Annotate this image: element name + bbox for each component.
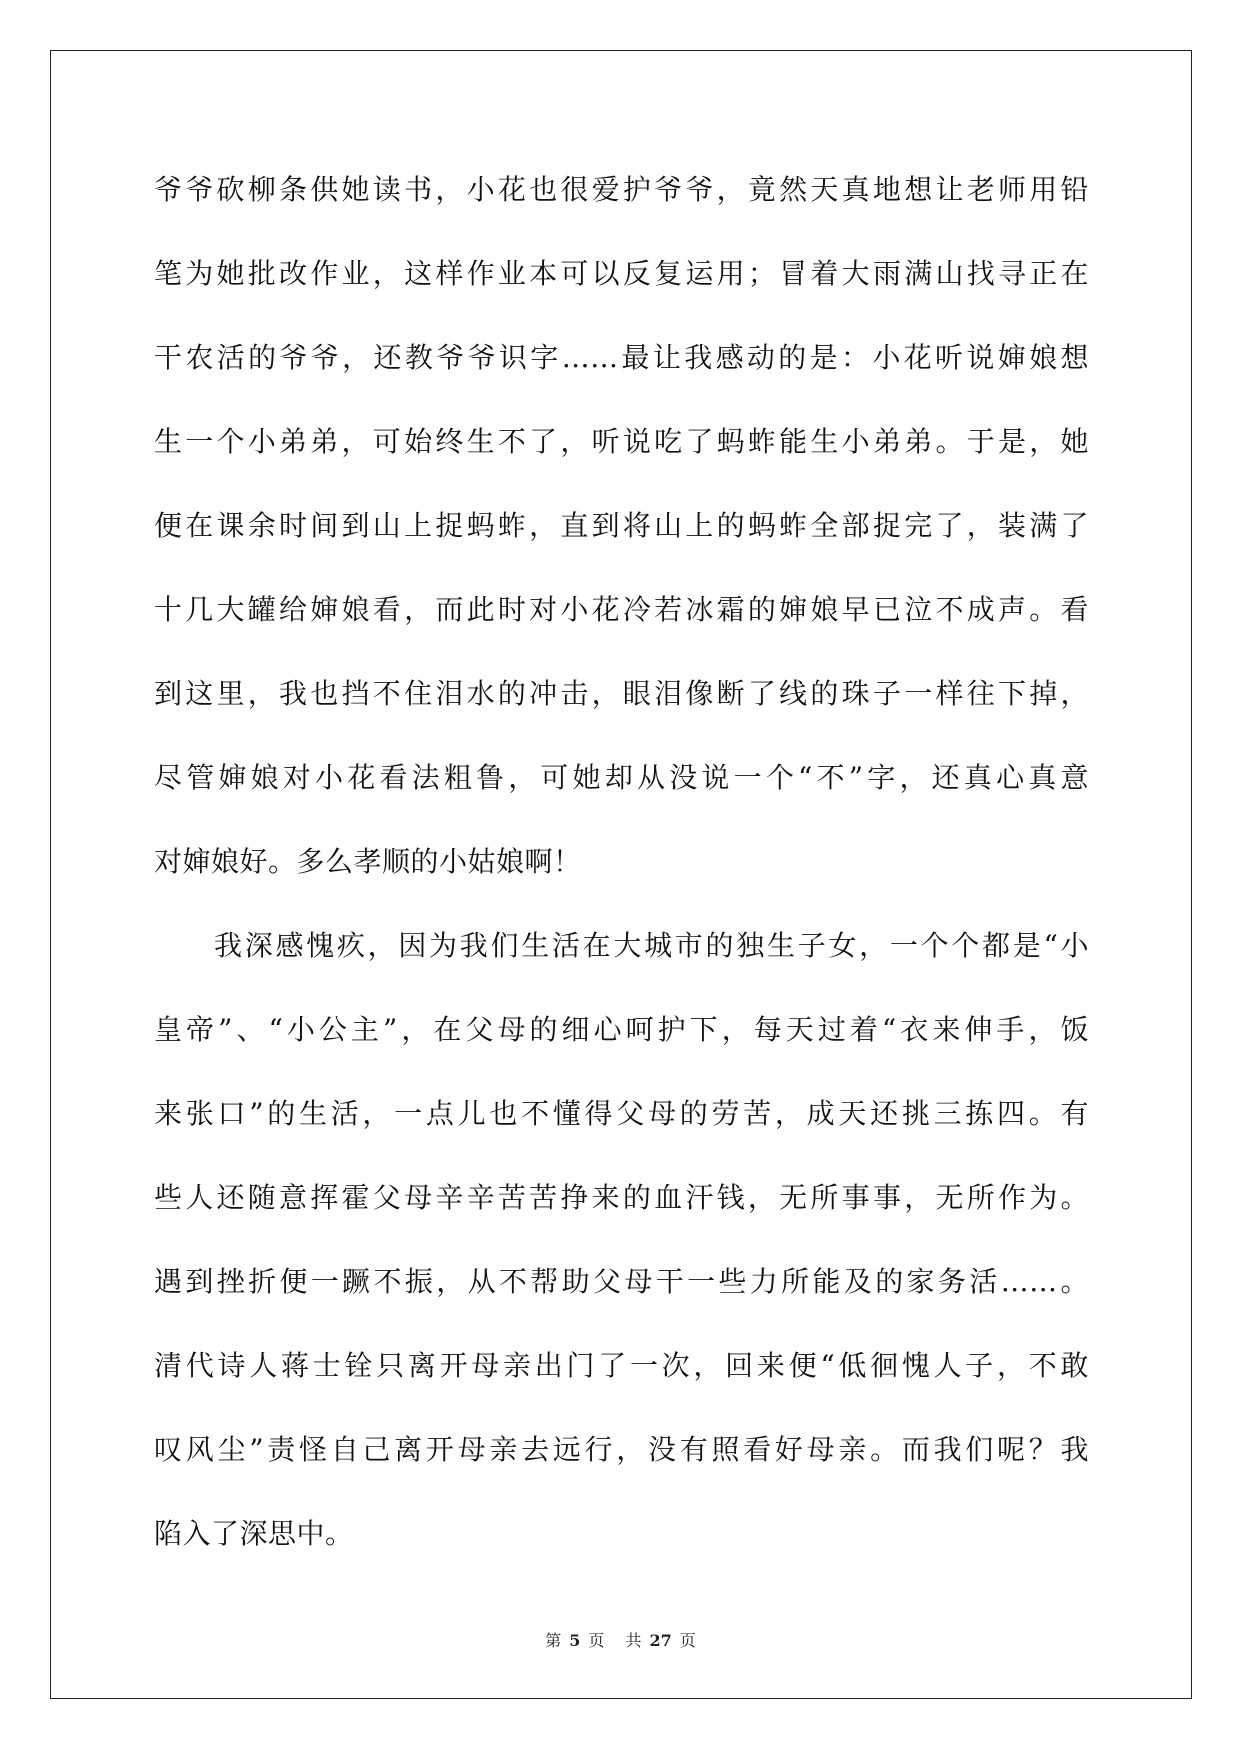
document-body [154, 158, 1089, 1586]
paragraph-line: 爷爷砍柳条供她读书，小花也很爱护爷爷，竟然天真地想让老师用铅 [154, 173, 1089, 206]
current-page-label [541, 1631, 608, 1650]
paragraph-line: 尽管婶娘对小花看法粗鲁，可她却从没说一个“不”字，还真心真意 [154, 761, 1089, 794]
paragraph-line: 十几大罐给婶娘看，而此时对小花冷若冰霜的婶娘早已泣不成声。看 [154, 593, 1089, 626]
paragraph-line: 对婶娘好。多么孝顺的小姑娘啊！ [154, 845, 582, 878]
footer-total-prefix: 共 [625, 1631, 642, 1650]
paragraph-line: 陷入了深思中。 [154, 1517, 354, 1550]
paragraph-line: 笔为她批改作业，这样作业本可以反复运用；冒着大雨满山找寻正在 [154, 257, 1089, 290]
paragraph-line: 皇帝”、“小公主”，在父母的细心呵护下，每天过着“衣来伸手，饭 [154, 1013, 1089, 1046]
total-pages-label [621, 1631, 699, 1650]
current-page-number: 5 [569, 1631, 581, 1650]
footer-total-unit: 页 [679, 1631, 696, 1650]
paragraph-line: 遇到挫折便一蹶不振，从不帮助父母干一些力所能及的家务活……。 [154, 1265, 1089, 1298]
paragraph-line: 清代诗人蒋士铨只离开母亲出门了一次，回来便“低徊愧人子，不敢 [154, 1349, 1089, 1382]
paragraph-line: 我深感愧疚，因为我们生活在大城市的独生子女，一个个都是“小 [214, 929, 1089, 962]
page-number-footer [0, 1628, 1241, 1651]
paragraph-line: 些人还随意挥霍父母辛辛苦苦挣来的血汗钱，无所事事，无所作为。 [154, 1181, 1089, 1214]
paragraph-line: 来张口”的生活，一点儿也不懂得父母的劳苦，成天还挑三拣四。有 [154, 1097, 1089, 1130]
footer-page-unit: 页 [588, 1631, 605, 1650]
paragraph-line: 叹风尘”责怪自己离开母亲去远行，没有照看好母亲。而我们呢？我 [154, 1433, 1089, 1466]
paragraph-line: 便在课余时间到山上捉蚂蚱，直到将山上的蚂蚱全部捉完了，装满了 [154, 509, 1089, 542]
total-pages-number: 27 [649, 1631, 672, 1650]
paragraph-line: 生一个小弟弟，可始终生不了，听说吃了蚂蚱能生小弟弟。于是，她 [154, 425, 1089, 458]
paragraph-line: 到这里，我也挡不住泪水的冲击，眼泪像断了线的珠子一样往下掉， [154, 677, 1089, 710]
footer-prefix: 第 [545, 1631, 562, 1650]
paragraph-line: 干农活的爷爷，还教爷爷识字……最让我感动的是：小花听说婶娘想 [154, 341, 1089, 374]
